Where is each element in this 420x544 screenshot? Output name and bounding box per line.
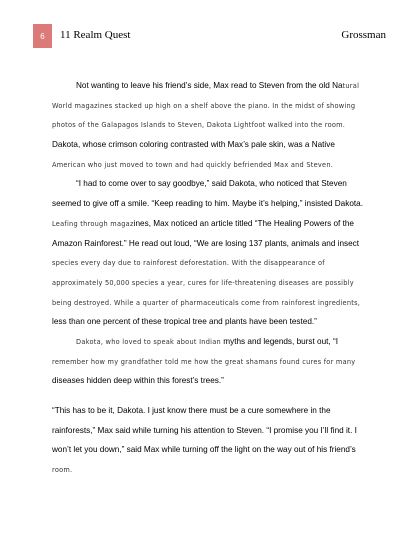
- text-segment: Dakota, whose crimson coloring contrasted with Max’s pale skin, was a Native: [52, 140, 335, 150]
- text-line: [52, 234, 392, 254]
- text-segment: rainforests,” Max said while turning his attention to Steven. “I promise you I’ll find it. I: [52, 425, 357, 435]
- body-text: [52, 76, 392, 480]
- page-number-badge: [33, 24, 52, 48]
- page-number: 6: [40, 31, 45, 41]
- text-segment: diseases hidden deep within this forest’s trees.”: [52, 376, 224, 386]
- text-segment: room.: [52, 466, 73, 475]
- text-segment: less than one percent of these tropical tree and plants have been tested.”: [52, 317, 317, 327]
- text-segment: Amazon Rainforest.” He read out loud, “We are losing 137 plants, animals and insect: [52, 238, 360, 248]
- text-line: [52, 312, 392, 332]
- text-segment: myths and legends, burst out, “I: [223, 336, 338, 346]
- text-segment: species every day due to rainforest deforestation. With the disappearance of: [52, 259, 325, 268]
- text-line: [52, 155, 392, 175]
- text-segment: Dakota, who loved to speak about Indian: [76, 337, 224, 346]
- text-segment: tural: [342, 82, 360, 90]
- text-line: [52, 401, 392, 421]
- text-line: [52, 96, 392, 116]
- text-line: [52, 115, 392, 135]
- text-line: [52, 174, 392, 194]
- text-line: [52, 352, 392, 372]
- text-segment: ines, Max noticed an article titled “The Healing Powers of the: [133, 218, 354, 228]
- text-line: [52, 273, 392, 293]
- text-line: [52, 76, 392, 96]
- text-segment: photos of the Galapagos Islands to Steven, Dakota Lightfoot walked into the room.: [52, 121, 346, 130]
- text-segment: seemed to give off a smile. “Keep reading to him. Maybe it’s helping,” insisted Dakota.: [52, 199, 363, 209]
- text-line: [52, 194, 392, 214]
- text-segment: remember how my grandfather told me how the great shamans found cures for many: [52, 357, 356, 366]
- text-segment: being destroyed. While a quarter of pharmaceuticals come from rainforest ingredients,: [52, 298, 361, 307]
- text-line: [52, 253, 392, 273]
- text-segment: “This has to be it, Dakota. I just know there must be a cure somewhere in the: [52, 406, 331, 415]
- text-line: [52, 371, 392, 391]
- text-segment: Not wanting to leave his friend’s side, Max read to Steven from the old Na: [76, 81, 343, 90]
- text-segment: American who just moved to town and had quickly befriended Max and Steven.: [52, 160, 334, 169]
- text-segment: World magazines stacked up high on a shelf above the piano. In the midst of showing: [52, 101, 356, 110]
- text-line: [52, 332, 392, 352]
- author-name: Grossman: [341, 29, 386, 41]
- book-title: 11 Realm Quest: [60, 29, 131, 41]
- text-line: [52, 293, 392, 313]
- text-line: [52, 421, 392, 441]
- text-line: [52, 135, 392, 155]
- text-line: [52, 460, 392, 480]
- text-segment: approximately 50,000 species a year, cures for life-threatening diseases are possibly: [52, 278, 354, 287]
- text-segment: “I had to come over to say goodbye,” said Dakota, who noticed that Steven: [76, 179, 347, 189]
- text-segment: won’t let you down,” said Max while turning off the light on the way out of his friend’s: [52, 445, 356, 455]
- text-segment: Leafing through magaz: [52, 219, 134, 228]
- text-line: [52, 440, 392, 460]
- text-line: [52, 214, 392, 234]
